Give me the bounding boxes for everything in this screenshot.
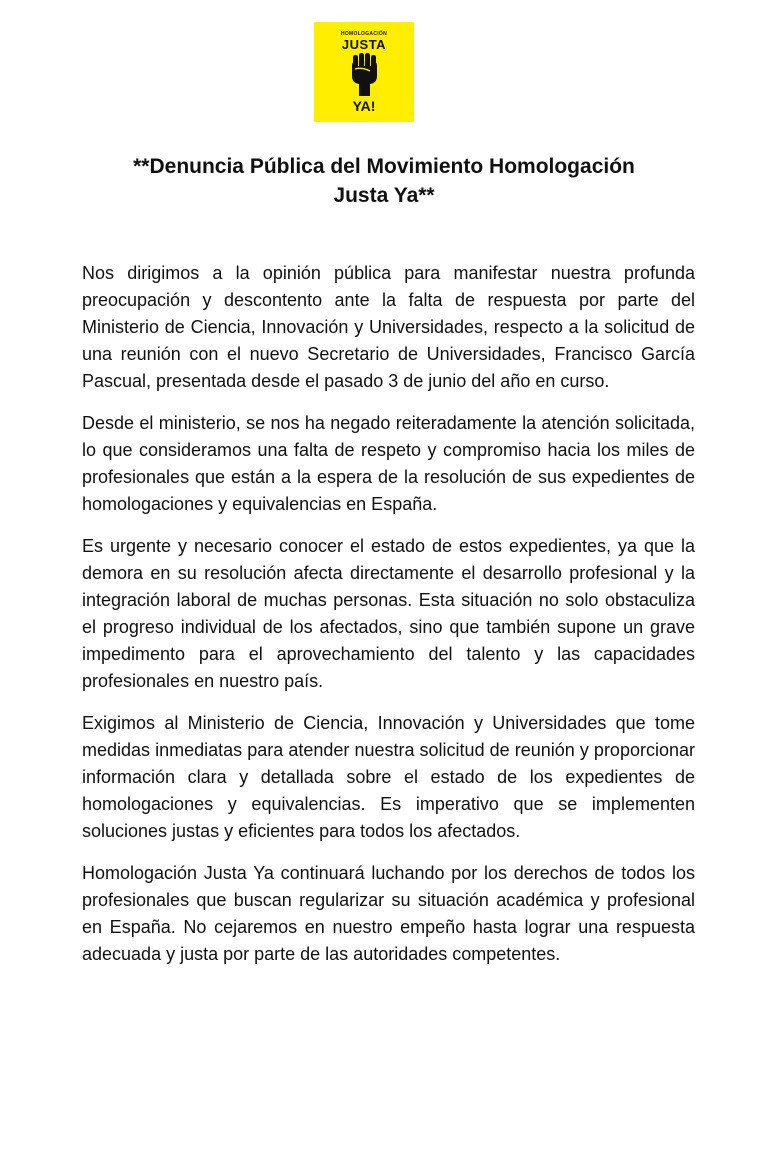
raised-fist-icon	[348, 52, 380, 96]
paragraph-5: Homologación Justa Ya continuará luchando por los derechos de todos los profesionales que buscan regularizar su situación académica y profesional en España. No cejaremos en nuestro empeño hasta lograr una respuesta adecuada y justa por parte de las autoridades competentes.	[82, 863, 695, 964]
paragraph-4: Exigimos al Ministerio de Ciencia, Innovación y Universidades que tome medidas inmediatas para atender nuestra solicitud de reunión y proporcionar información clara y detallada sobre el estado de los expedientes de homologaciones y equivalencias. Es imperativo que se implementen soluciones justas y eficientes para todos los afectados.	[82, 713, 695, 841]
logo	[314, 22, 414, 122]
logo-word-justa: JUSTA	[341, 37, 387, 52]
document-body	[82, 260, 695, 983]
document-title	[90, 152, 678, 210]
paragraph-3: Es urgente y necesario conocer el estado de estos expedientes, ya que la demora en su resolución afecta directamente el desarrollo profesional y la integración laboral de muchas personas. Esta situación no solo obstaculiza el progreso individual de los afectados, sino que también supone un grave impedimento para el aprovechamiento del talento y las capacidades profesionales en nuestro país.	[82, 536, 695, 691]
title-line-2: Justa Ya**	[333, 184, 435, 207]
logo-top-text: HOMOLOGACIÓN	[340, 31, 388, 37]
paragraph-1: Nos dirigimos a la opinión pública para manifestar nuestra profunda preocupación y descontento ante la falta de respuesta por parte del Ministerio de Ciencia, Innovación y Universidades, respecto a la solicitud de una reunión con el nuevo Secretario de Universidades, Francisco García Pascual, presentada desde el pasado 3 de junio del año en curso.	[82, 263, 695, 391]
paragraph-2: Desde el ministerio, se nos ha negado reiteradamente la atención solicitada, lo que consideramos una falta de respeto y compromiso hacia los miles de profesionales que están a la espera de la resolución de sus expedientes de homologaciones y equivalencias en España.	[82, 413, 695, 514]
logo-word-ya: YA!	[352, 98, 376, 114]
title-line-1: **Denuncia Pública del Movimiento Homologación	[133, 155, 635, 178]
